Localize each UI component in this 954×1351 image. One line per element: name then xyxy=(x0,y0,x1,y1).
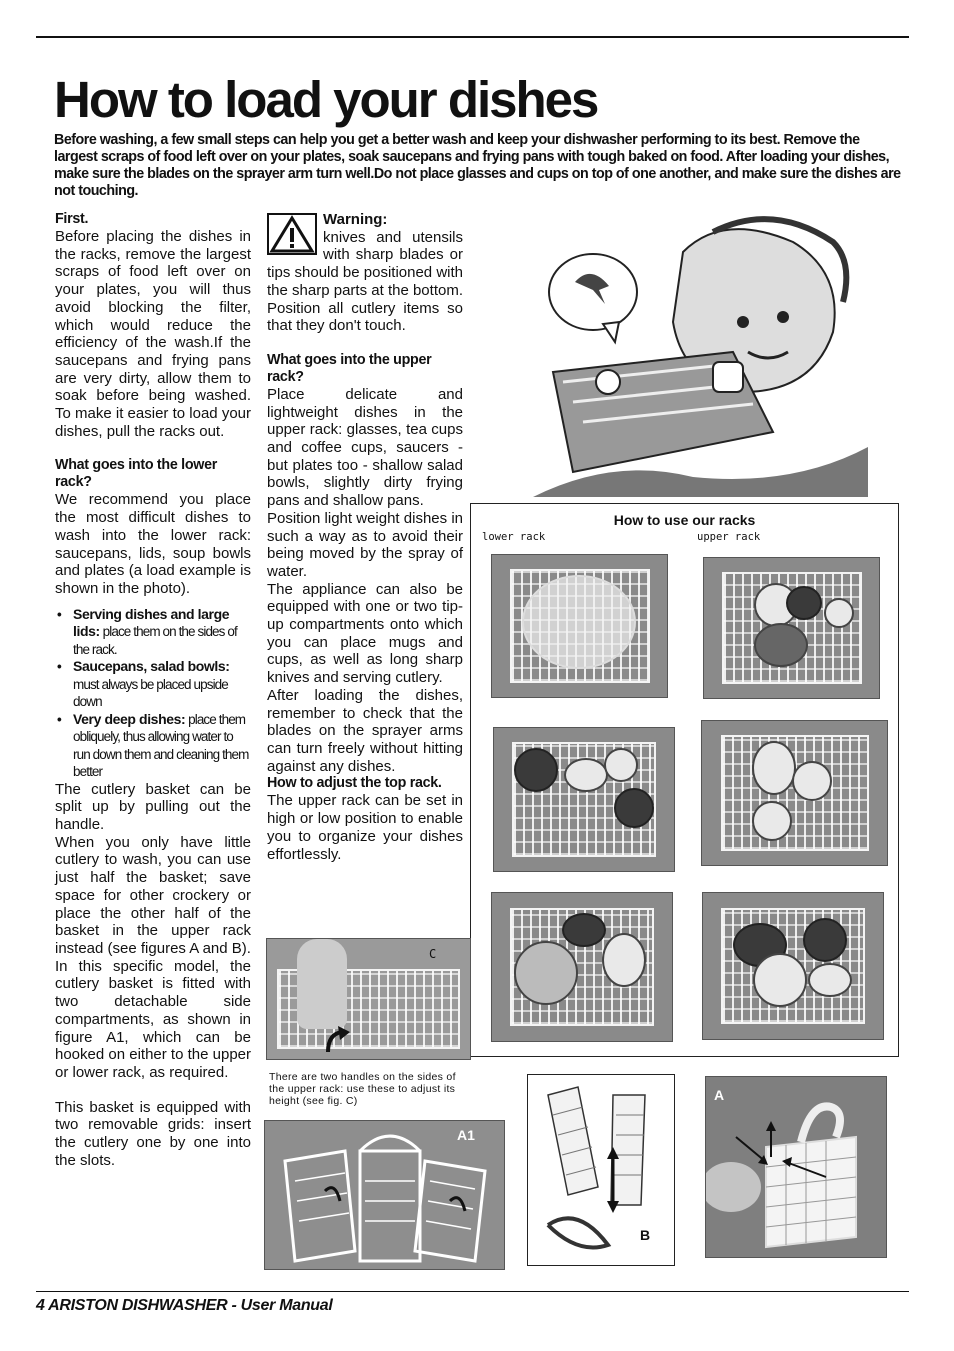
list-item: • Saucepans, salad bowls: must always be placed upside down xyxy=(55,658,251,711)
racks-panel-title: How to use our racks xyxy=(613,512,756,528)
lower-rack-photo-3 xyxy=(491,892,673,1042)
upper-rack-photo-1 xyxy=(703,557,880,699)
page-title: How to load your dishes xyxy=(54,71,598,128)
little-cutlery-text: When you only have little cutlery to wash, you can use just half the basket; save space for other crockery or place the other half of the basket in the upper rack instead (see figures A and B). xyxy=(55,833,251,957)
loading-tips-list xyxy=(55,606,251,781)
after-loading-text: After loading the dishes, remember to check that the blades on the sprayer arms can turn freely without hitting against any dishes. xyxy=(267,686,463,775)
figure-a1-photo xyxy=(264,1120,505,1270)
figure-c-caption: There are two handles on the sides of the upper rack: use these to adjust its height (see fig. C) xyxy=(269,1071,456,1107)
left-column xyxy=(55,211,251,1169)
hand-graphic xyxy=(297,939,347,1029)
arrow-up-icon xyxy=(322,1024,352,1054)
upper-rack-label: upper rack xyxy=(697,531,761,543)
figure-b-label: B xyxy=(640,1227,651,1243)
first-heading: First. xyxy=(55,211,89,227)
intro-paragraph: Before washing, a few small steps can help you get a better wash and keep your dishwasher performing to its best. Remove the largest scraps of food left over on your plates, soak saucepans and frying pans with tough baked on food. After loading your dishes, make sure the blades on the sprayer arm turn well.Do not place glasses and cups on top of one another, and make sure the dishes are not touching. xyxy=(54,132,901,199)
lower-rack-heading: What goes into the lower rack? xyxy=(55,457,217,491)
grids-text: This basket is equipped with two removable grids: insert the cutlery one by one into the slots. xyxy=(55,1098,251,1169)
cartoon-illustration xyxy=(533,212,868,497)
position-text: Position light weight dishes in such a way as to avoid their being moved by the spray of water. xyxy=(267,509,463,580)
upper-rack-heading: What goes into the upper rack? xyxy=(267,351,432,385)
upper-rack-photo-2 xyxy=(701,720,888,866)
figure-b-photo xyxy=(527,1074,675,1266)
racks-panel xyxy=(470,503,899,1057)
page-footer: 4 ARISTON DISHWASHER - User Manual xyxy=(36,1297,333,1314)
upper-rack-photo-3 xyxy=(702,892,884,1040)
lower-rack-label: lower rack xyxy=(482,531,546,543)
warning-title: Warning: xyxy=(323,211,388,228)
cutlery-basket-text: The cutlery basket can be split up by pulling out the handle. xyxy=(55,780,251,834)
bottom-rule xyxy=(36,1291,909,1292)
lower-rack-photo-1 xyxy=(491,554,668,698)
first-text: Before placing the dishes in the racks, remove the largest scraps of food left over on your plates, you will thus avoid blocking the filter, which would reduce the efficiency of the wash.If the saucepans and frying pans are very dirty, allow them to soak before being washed. To make it easier to load your dishes, pull the racks out. xyxy=(55,228,251,440)
adjust-rack-text: The upper rack can be set in high or low position to enable you to organize your dishes effortlessly. xyxy=(267,792,463,863)
lower-rack-photo-2 xyxy=(493,727,675,872)
adjust-rack-heading: How to adjust the top rack. xyxy=(267,775,442,792)
middle-column xyxy=(267,211,463,863)
top-rule xyxy=(36,36,909,38)
figure-a1-label: A1 xyxy=(457,1127,475,1143)
warning-text: knives and utensils with sharp blades or tips should be positioned with the sharp parts at the bottom. Position all cutlery items so that they don't touch. xyxy=(267,228,463,335)
figure-a-label: A xyxy=(714,1087,725,1103)
figure-c-photo xyxy=(266,938,471,1060)
list-item: • Serving dishes and large lids: place them on the sides of the rack. xyxy=(55,606,251,659)
model-text: In this specific model, the cutlery basket is fitted with two detachable side compartments, as shown in figure A1, which can be hooked on either to the upper or lower rack, as required. xyxy=(55,957,251,1081)
lower-rack-text: We recommend you place the most difficult dishes to wash into the lower rack: saucepans, lids, soup bowls and plates (a load example is shown in the photo). xyxy=(55,491,251,597)
upper-rack-text: Place delicate and lightweight dishes in the upper rack: glasses, tea cups and coffee cups, saucers - but plates too - shallow salad bowls, slightly dirty frying pans and shallow pans. xyxy=(267,385,463,510)
figure-a-photo xyxy=(705,1076,887,1258)
figure-c-label: C xyxy=(429,947,437,961)
appliance-text: The appliance can also be equipped with one or two tip-up compartments onto which you can place mugs and cups, as well as long sharp knives and serving cutlery. xyxy=(267,580,463,687)
list-item: • Very deep dishes: place them obliquely, thus allowing water to run down them and cleaning them better xyxy=(55,711,251,781)
warning-icon xyxy=(267,213,317,255)
